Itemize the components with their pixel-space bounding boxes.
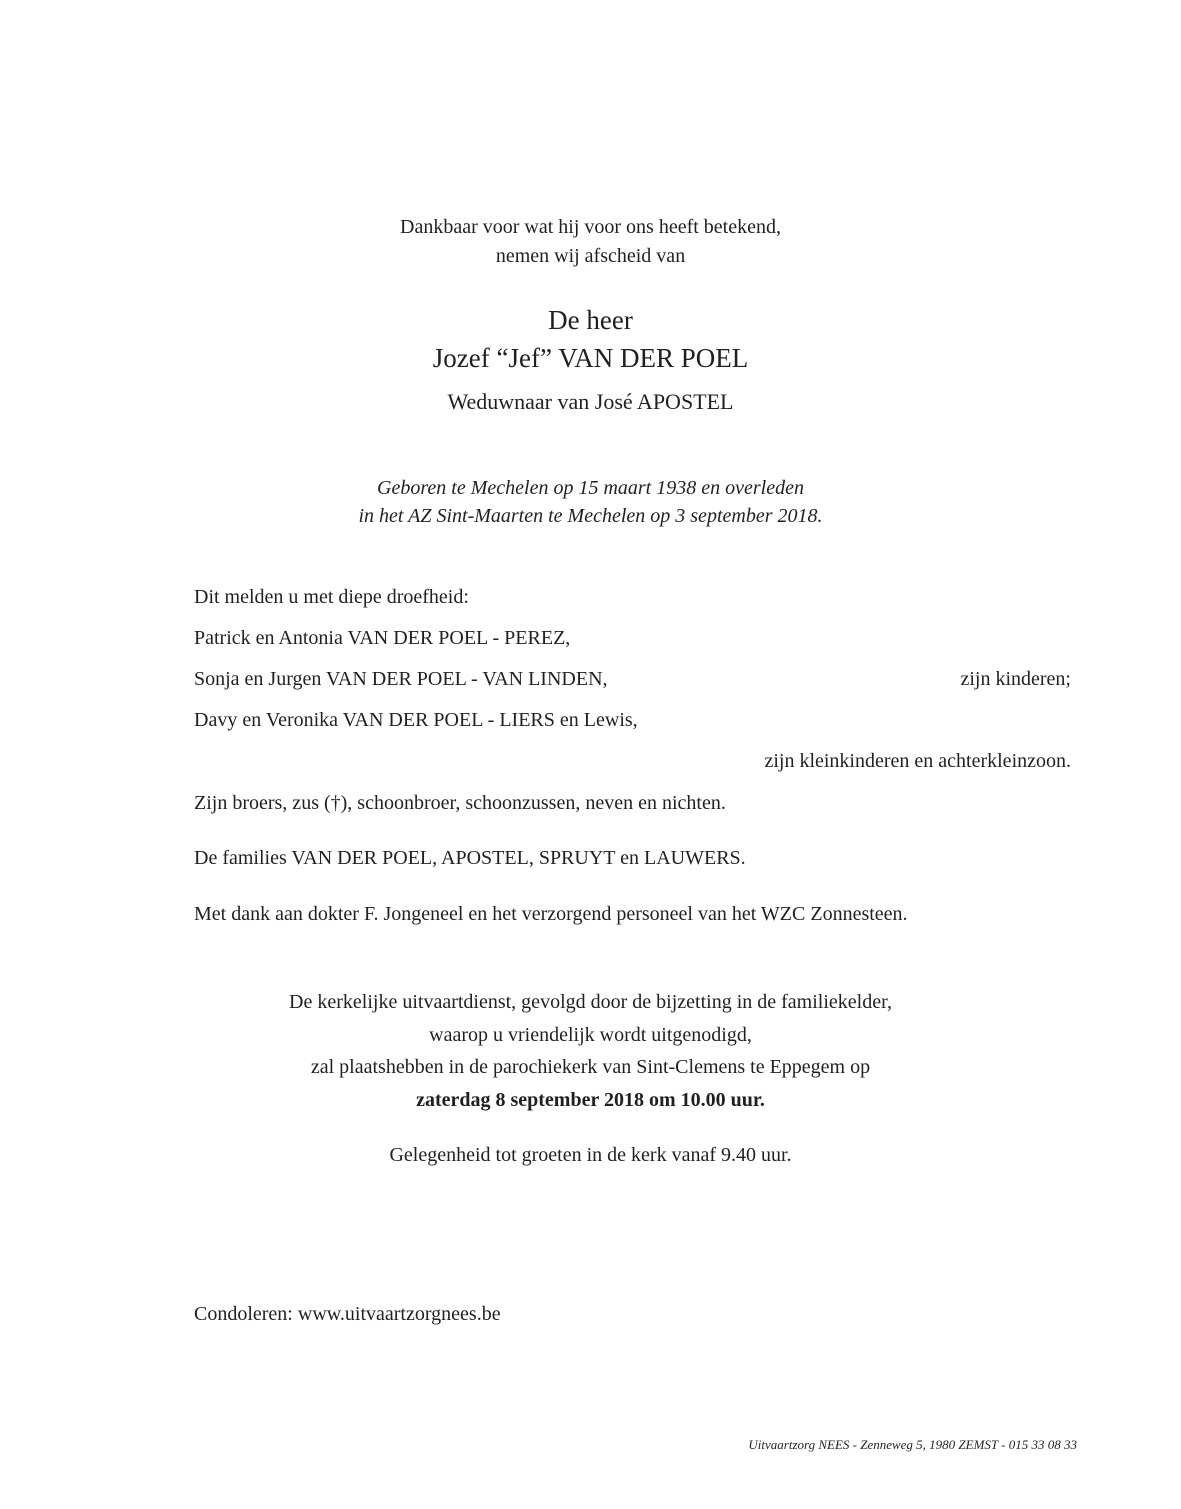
deceased-relation: Weduwnaar van José APOSTEL bbox=[447, 389, 734, 414]
child-line-2: Sonja en Jurgen VAN DER POEL - VAN LINDEN, bbox=[194, 668, 608, 690]
service-datetime: zaterdag 8 september 2018 om 10.00 uur. bbox=[416, 1089, 765, 1111]
mourners-intro: Dit melden u met diepe droefheid: bbox=[194, 586, 469, 608]
service-line-1: De kerkelijke uitvaartdienst, gevolgd door de bijzetting in de familiekelder, bbox=[289, 991, 892, 1013]
siblings-line: Zijn broers, zus (†), schoonbroer, schoonzussen, neven en nichten. bbox=[194, 792, 726, 814]
service-line-2: waarop u vriendelijk wordt uitgenodigd, bbox=[429, 1024, 752, 1046]
honorific: De heer bbox=[548, 305, 633, 335]
thanks-line: Met dank aan dokter F. Jongeneel en het verzorgend personeel van het WZC Zonnesteen. bbox=[194, 903, 908, 925]
greeting-line: Gelegenheid tot groeten in de kerk vanaf 9.40 uur. bbox=[389, 1144, 792, 1166]
grandchildren-line: Davy en Veronika VAN DER POEL - LIERS en Lewis, bbox=[194, 709, 638, 731]
intro-line-2: nemen wij afscheid van bbox=[495, 245, 686, 267]
condolences-label: Condoleren: bbox=[194, 1303, 293, 1325]
condolences-line bbox=[194, 1302, 501, 1326]
child-line-1: Patrick en Antonia VAN DER POEL - PEREZ, bbox=[194, 627, 571, 649]
birth-death-line-2: in het AZ Sint-Maarten te Mechelen op 3 september 2018. bbox=[358, 505, 823, 527]
birth-death-line-1: Geboren te Mechelen op 15 maart 1938 en overleden bbox=[377, 477, 804, 499]
families-line: De families VAN DER POEL, APOSTEL, SPRUYT en LAUWERS. bbox=[194, 847, 746, 869]
deceased-name: Jozef “Jef” VAN DER POEL bbox=[432, 343, 749, 373]
service-line-3: zal plaatshebben in de parochiekerk van Sint-Clemens te Eppegem op bbox=[310, 1056, 871, 1078]
condolences-link[interactable]: www.uitvaartzorgnees.be bbox=[297, 1303, 501, 1325]
children-label: zijn kinderen; bbox=[960, 668, 1071, 690]
footer-contact: Uitvaartzorg NEES - Zenneweg 5, 1980 ZEMST - 015 33 08 33 bbox=[748, 1437, 1077, 1452]
intro-line-1: Dankbaar voor wat hij voor ons heeft betekend, bbox=[400, 216, 781, 238]
grandchildren-label: zijn kleinkinderen en achterkleinzoon. bbox=[764, 750, 1071, 772]
